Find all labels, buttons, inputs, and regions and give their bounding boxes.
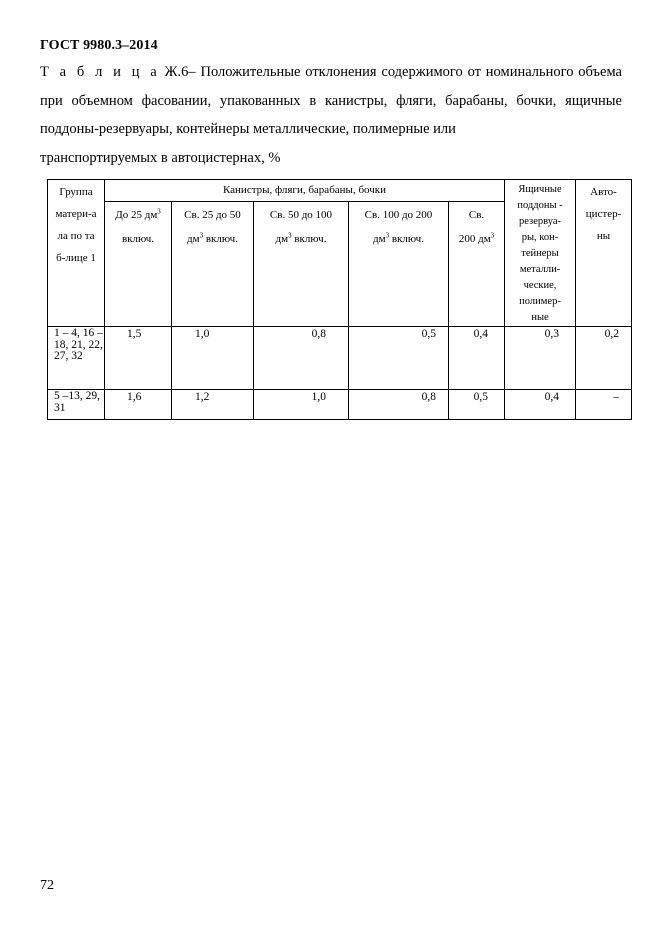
- cell-value: 1,5: [105, 327, 172, 390]
- cell-value: 0,4: [449, 327, 505, 390]
- caption-title: Ж.6– Положительные отклонения содержимого от номинального объема при объемном фасовании, упакованных в канистры, фляги, барабаны, бочки, ящичные поддоны-резервуары, контейнеры металлические, полимерные или: [40, 64, 622, 137]
- subheader-over-200: Св. 200 $дм^3$: [449, 202, 505, 327]
- header-material-group: Группа матери-ала по таб-лице 1: [48, 180, 105, 327]
- subheader-upto-25: До 25 $дм^3$ включ.: [105, 202, 172, 327]
- subheader-100-200: Св. 100 до 200 $дм^3$ включ.: [349, 202, 449, 327]
- header-pallet-tanks: Ящичные поддоны - резервуа-ры, кон-тейнеры металли-ческие, полимер-ные: [505, 180, 576, 327]
- page-number: 72: [40, 878, 54, 893]
- subheader-25-50: Св. 25 до 50 $дм^3$ включ.: [172, 202, 254, 327]
- document-header: ГОСТ 9980.3–2014: [40, 38, 158, 53]
- caption-lead: Т а б л и ц а: [40, 64, 160, 80]
- cell-value: 0,4: [505, 390, 576, 420]
- cell-value: 0,2: [576, 327, 632, 390]
- row-group: 1 – 4, 16 –18, 21, 22, 27, 32: [48, 327, 105, 390]
- header-containers: Канистры, фляги, барабаны, бочки: [105, 180, 505, 202]
- cell-value: 0,5: [349, 327, 449, 390]
- cell-value: 1,2: [172, 390, 254, 420]
- caption-title-end: транспортируемых в автоцистернах, %: [40, 149, 281, 166]
- cell-value: 0,5: [449, 390, 505, 420]
- cell-value: –: [576, 390, 632, 420]
- cell-value: 0,8: [349, 390, 449, 420]
- deviation-table: [47, 179, 632, 420]
- header-tanker-trucks: Авто-цистер-ны: [576, 180, 632, 327]
- subheader-50-100: Св. 50 до 100 $дм^3$ включ.: [254, 202, 349, 327]
- cell-value: 1,6: [105, 390, 172, 420]
- table-caption: [40, 58, 622, 172]
- table-row: [48, 327, 632, 390]
- cell-value: 0,8: [254, 327, 349, 390]
- cell-value: 1,0: [254, 390, 349, 420]
- cell-value: 1,0: [172, 327, 254, 390]
- cell-value: 0,3: [505, 327, 576, 390]
- table-row: [48, 390, 632, 420]
- row-group: 5 –13, 29, 31: [48, 390, 105, 420]
